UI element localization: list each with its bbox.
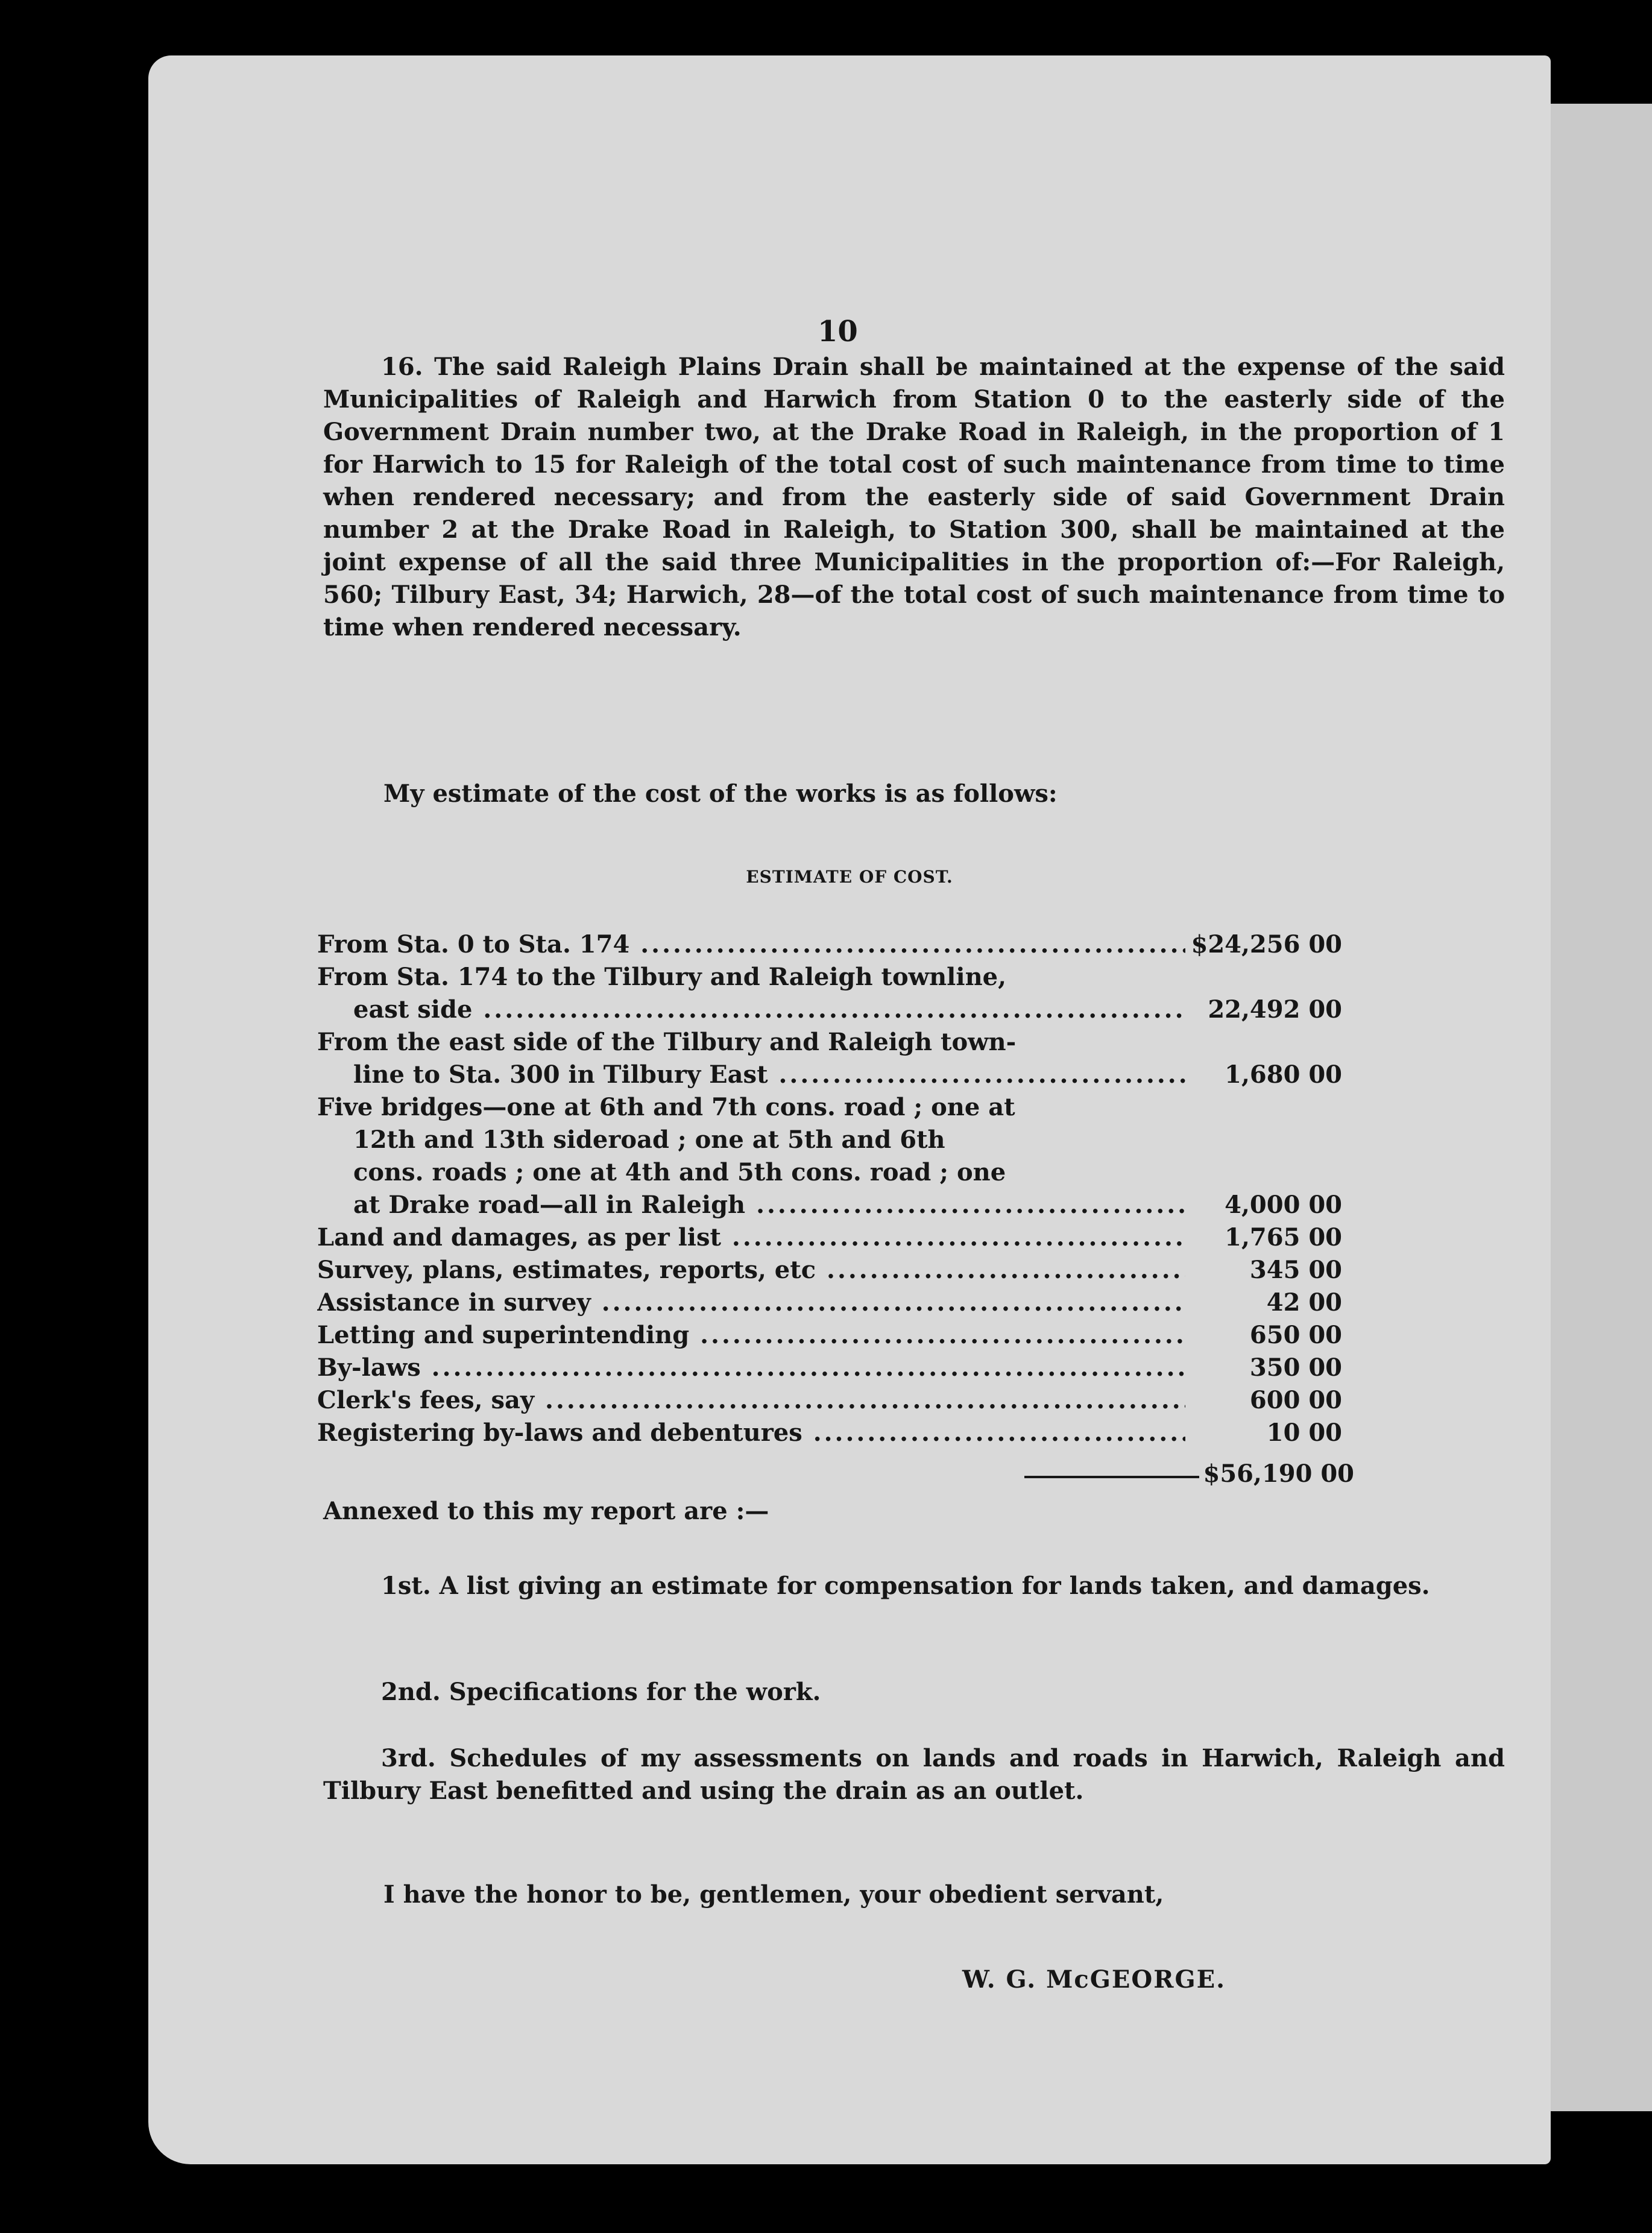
estimate-row xyxy=(317,928,1342,961)
annexed-heading: Annexed to this my report are :— xyxy=(323,1497,769,1525)
estimate-description xyxy=(317,928,1185,961)
estimate-line: line to Sta. 300 in Tilbury East ..... xyxy=(317,1059,1185,1091)
estimate-line: By-laws ..... xyxy=(317,1352,1185,1384)
estimate-total-row xyxy=(148,1458,1354,1490)
estimate-row xyxy=(317,1254,1342,1287)
estimate-line: From Sta. 174 to the Tilbury and Raleigh townline, xyxy=(317,963,1007,991)
estimate-intro: My estimate of the cost of the works is as follows: xyxy=(383,780,1058,808)
estimate-amount: 10 00 xyxy=(1266,1419,1342,1447)
estimate-description xyxy=(317,1417,1185,1449)
estimate-description xyxy=(317,961,1185,1026)
estimate-line: 12th and 13th sideroad ; one at 5th and 6th xyxy=(353,1126,945,1154)
annex-item-3: 3rd. Schedules of my assessments on lands and roads in Harwich, Raleigh and Tilbury East benefitted and using the drain as an outlet. xyxy=(323,1744,1505,1805)
signature: W. G. McGEORGE. xyxy=(962,1965,1226,1994)
estimate-line: Five bridges—one at 6th and 7th cons. road ; one at xyxy=(317,1093,1015,1121)
estimate-line: Registering by-laws and debentures ..... xyxy=(317,1417,1185,1449)
estimate-line: Clerk's fees, say ..... xyxy=(317,1384,1185,1417)
estimate-line: east side ..... xyxy=(317,994,1185,1026)
total-rule xyxy=(1024,1446,1199,1478)
estimate-row xyxy=(317,1287,1342,1319)
adjacent-page-edge xyxy=(1543,104,1652,2111)
estimate-line: cons. roads ; one at 4th and 5th cons. road ; one xyxy=(353,1158,1006,1186)
estimate-description xyxy=(317,1091,1185,1221)
estimate-line: Letting and superintending ..... xyxy=(317,1319,1185,1352)
estimate-description xyxy=(317,1384,1185,1417)
estimate-line: Survey, plans, estimates, reports, etc ..... xyxy=(317,1254,1185,1287)
estimate-row xyxy=(317,1417,1342,1449)
estimate-line: From the east side of the Tilbury and Raleigh town- xyxy=(317,1028,1017,1056)
document-page xyxy=(148,55,1551,2164)
estimate-row xyxy=(317,1384,1342,1417)
estimate-total: $56,190 00 xyxy=(1203,1460,1354,1488)
estimate-line: Assistance in survey ..... xyxy=(317,1287,1185,1319)
estimate-amount: 1,680 00 xyxy=(1225,1060,1342,1089)
estimate-row xyxy=(317,1221,1342,1254)
estimate-amount: 1,765 00 xyxy=(1225,1223,1342,1252)
estimate-row xyxy=(317,961,1342,1026)
estimate-description xyxy=(317,1026,1185,1091)
estimate-row xyxy=(317,1319,1342,1352)
estimate-amount: 22,492 00 xyxy=(1208,995,1342,1024)
estimate-row xyxy=(317,1026,1342,1091)
annex-item-2: 2nd. Specifications for the work. xyxy=(381,1678,821,1706)
estimate-amount: 4,000 00 xyxy=(1225,1191,1342,1219)
estimate-line: at Drake road—all in Raleigh ..... xyxy=(317,1189,1185,1221)
estimate-description xyxy=(317,1319,1185,1352)
annex-item-1: 1st. A list giving an estimate for compensation for lands taken, and damages. xyxy=(381,1572,1430,1600)
estimate-line: From Sta. 0 to Sta. 174 ..... xyxy=(317,928,1185,961)
page-number: 10 xyxy=(818,315,858,348)
estimate-amount: $24,256 00 xyxy=(1191,930,1342,959)
estimate-amount: 42 00 xyxy=(1266,1288,1342,1317)
estimate-amount: 345 00 xyxy=(1249,1256,1342,1284)
estimate-row xyxy=(317,1352,1342,1384)
estimate-line: Land and damages, as per list ..... xyxy=(317,1221,1185,1254)
closing-line: I have the honor to be, gentlemen, your obedient servant, xyxy=(383,1880,1164,1909)
estimate-heading: ESTIMATE OF COST. xyxy=(746,867,953,887)
estimate-amount: 350 00 xyxy=(1249,1353,1342,1382)
estimate-amount: 600 00 xyxy=(1249,1386,1342,1414)
estimate-table xyxy=(317,928,1342,1449)
estimate-description xyxy=(317,1352,1185,1384)
estimate-description xyxy=(317,1221,1185,1254)
estimate-row xyxy=(317,1091,1342,1221)
estimate-amount: 650 00 xyxy=(1249,1321,1342,1349)
paragraph-16: 16. The said Raleigh Plains Drain shall be maintained at the expense of the said Municipalities of Raleigh and Harwich from Station 0 to the easterly side of the Government Drain number two, at the Drake Road in Raleigh, in the proportion of 1 for Harwich to 15 for Raleigh of the total cost of such maintenance from time to time when rendered necessary; and from the easterly side of said Government Drain number 2 at the Drake Road in Raleigh, to Station 300, shall be maintained at the joint expense of all the said three Municipalities in the proportion of:—For Raleigh, 560; Tilbury East, 34; Harwich, 28—of the total cost of such maintenance from time to time when rendered necessary. xyxy=(323,353,1505,641)
estimate-description xyxy=(317,1287,1185,1319)
estimate-description xyxy=(317,1254,1185,1287)
